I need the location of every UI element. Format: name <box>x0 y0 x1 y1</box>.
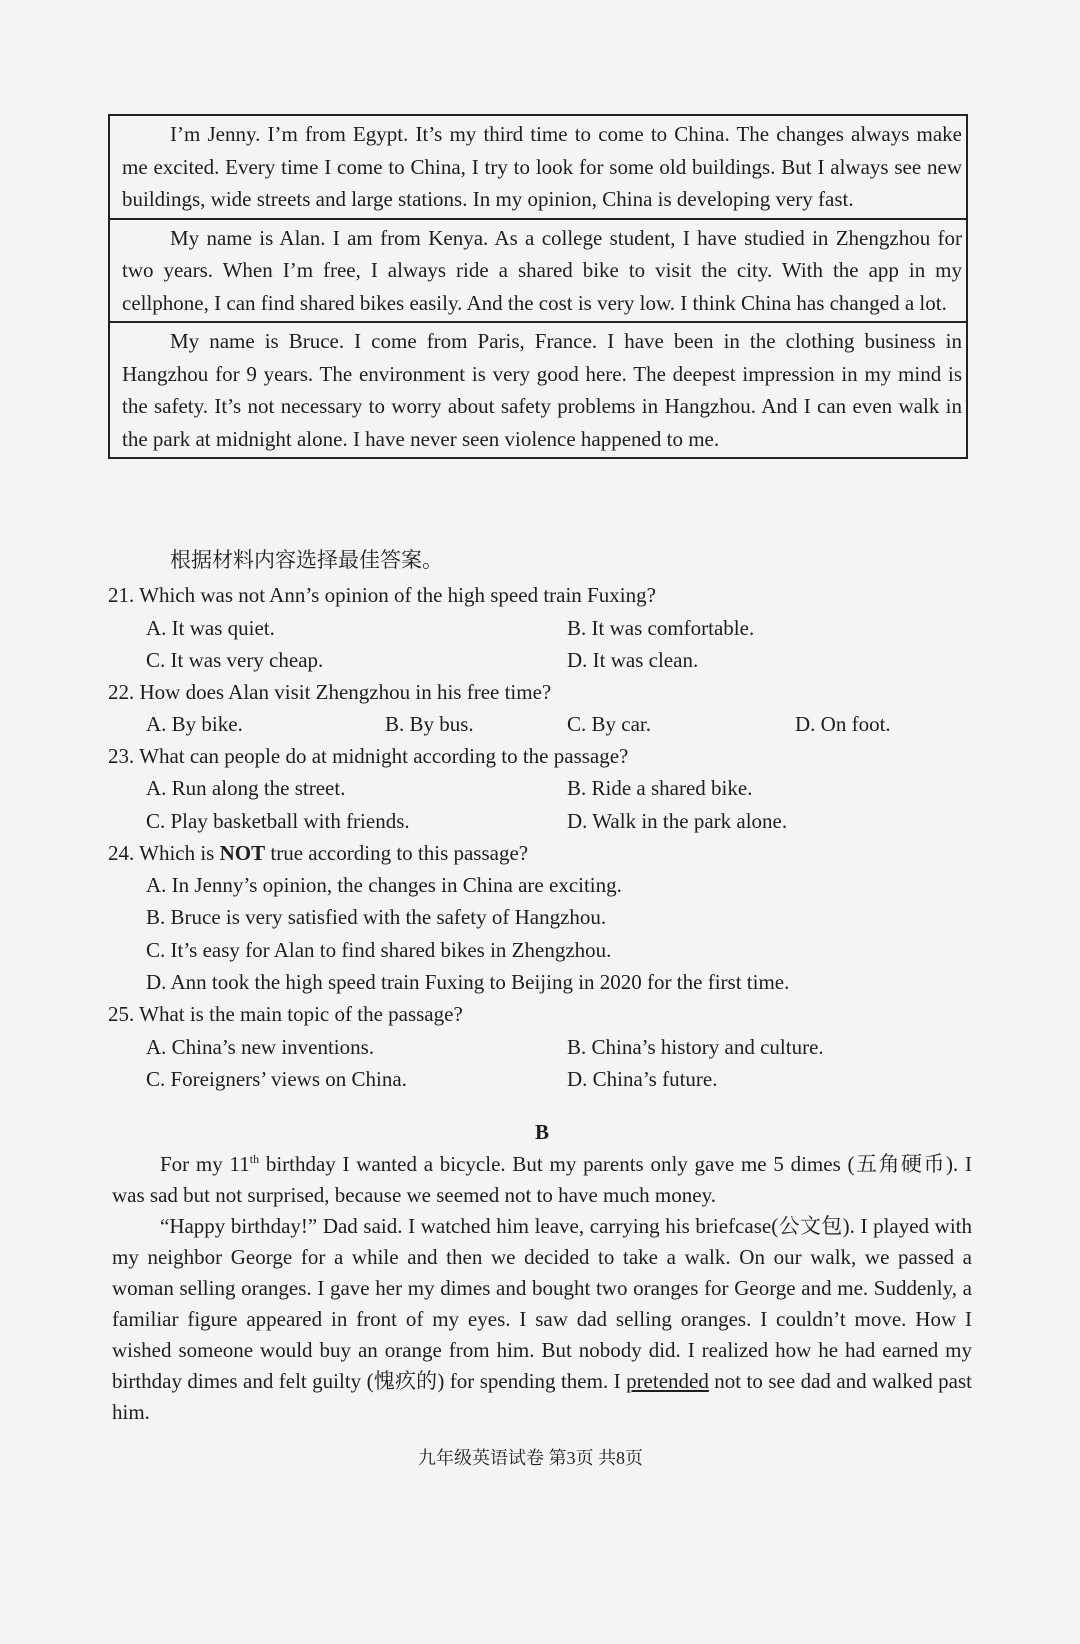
reading-boxes <box>108 114 968 459</box>
question-number: 21. <box>108 583 135 607</box>
question-number: 24. <box>108 841 135 865</box>
box-text: My name is Bruce. I come from Paris, France. I have been in the clothing business in Hangzhou for 9 years. The environment is very good here. The deepest impression in my mind is the safety. It’s not necessary to worry about safety problems in Hangzhou. And I can even walk in the park at midnight alone. I have never seen violence happened to me. <box>122 329 962 451</box>
option-21c: C. It was very cheap. <box>146 648 324 672</box>
option-21a: A. It was quiet. <box>146 616 275 640</box>
option-24c: C. It’s easy for Alan to find shared bikes in Zhengzhou. <box>146 938 612 962</box>
paragraph-1: For my 11th birthday I wanted a bicycle. But my parents only gave me 5 dimes (五角硬币). I was sad but not surprised, because we seemed not to have much money. <box>112 1152 972 1207</box>
box-bruce <box>110 321 966 457</box>
question-stem: What can people do at midnight according to the passage? <box>139 744 629 768</box>
option-23a: A. Run along the street. <box>146 776 346 800</box>
option-23b: B. Ride a shared bike. <box>567 776 753 800</box>
option-25b: B. China’s history and culture. <box>567 1035 824 1059</box>
question-number: 23. <box>108 744 135 768</box>
option-24b: B. Bruce is very satisfied with the safety of Hangzhou. <box>146 905 607 929</box>
question-stem: Which was not Ann’s opinion of the high speed train Fuxing? <box>139 583 656 607</box>
option-21d: D. It was clean. <box>567 648 699 672</box>
instruction: 根据材料内容选择最佳答案。 <box>170 548 443 572</box>
question-stem: How does Alan visit Zhengzhou in his free time? <box>139 680 552 704</box>
question-23 <box>108 741 628 771</box>
section-heading: B <box>535 1120 550 1144</box>
option-22c: C. By car. <box>567 712 651 736</box>
page-footer: 九年级英语试卷 第3页 共8页 <box>418 1448 643 1468</box>
paragraph-2: “Happy birthday!” Dad said. I watched him leave, carrying his briefcase(公文包). I played with my neighbor George for a while and then we decided to take a walk. On our walk, we passed a woman selling oranges. I gave her my dimes and bought two oranges for George and me. Suddenly, a familiar figure appeared in front of my eyes. I saw dad selling oranges. I couldn’t move. How I wished someone would buy an orange from him. But nobody did. I realized how he had earned my birthday dimes and felt guilty (愧疚的) for spending them. I pretended not to see dad and walked past him. <box>112 1214 972 1424</box>
passage-b <box>112 1149 972 1428</box>
option-22a: A. By bike. <box>146 712 243 736</box>
question-24 <box>108 838 528 868</box>
option-25a: A. China’s new inventions. <box>146 1035 375 1059</box>
option-25d: D. China’s future. <box>567 1067 718 1091</box>
option-24a: A. In Jenny’s opinion, the changes in China are exciting. <box>146 873 622 897</box>
question-number: 22. <box>108 680 135 704</box>
option-23c: C. Play basketball with friends. <box>146 809 410 833</box>
option-24d: D. Ann took the high speed train Fuxing to Beijing in 2020 for the first time. <box>146 970 790 994</box>
box-text: I’m Jenny. I’m from Egypt. It’s my third time to come to China. The changes always make me excited. Every time I come to China, I try to look for some old buildings. But I always see new buildings, wide streets and large stations. In my opinion, China is developing very fast. <box>122 122 962 211</box>
question-21 <box>108 580 656 610</box>
box-alan <box>110 218 966 322</box>
question-stem: Which is NOT true according to this passage? <box>139 841 529 865</box>
box-text: My name is Alan. I am from Kenya. As a college student, I have studied in Zhengzhou for two years. When I’m free, I always ride a shared bike to visit the city. With the app in my cellphone, I can find shared bikes easily. And the cost is very low. I think China has changed a lot. <box>122 225 962 315</box>
option-22b: B. By bus. <box>385 712 474 736</box>
question-number: 25. <box>108 1002 135 1026</box>
option-22d: D. On foot. <box>795 712 891 736</box>
option-25c: C. Foreigners’ views on China. <box>146 1067 407 1091</box>
box-jenny <box>110 116 966 218</box>
option-21b: B. It was comfortable. <box>567 616 755 640</box>
option-23d: D. Walk in the park alone. <box>567 809 788 833</box>
underlined-word: pretended <box>626 1369 709 1393</box>
question-stem: What is the main topic of the passage? <box>139 1002 463 1026</box>
question-22 <box>108 677 551 707</box>
question-25 <box>108 999 463 1029</box>
